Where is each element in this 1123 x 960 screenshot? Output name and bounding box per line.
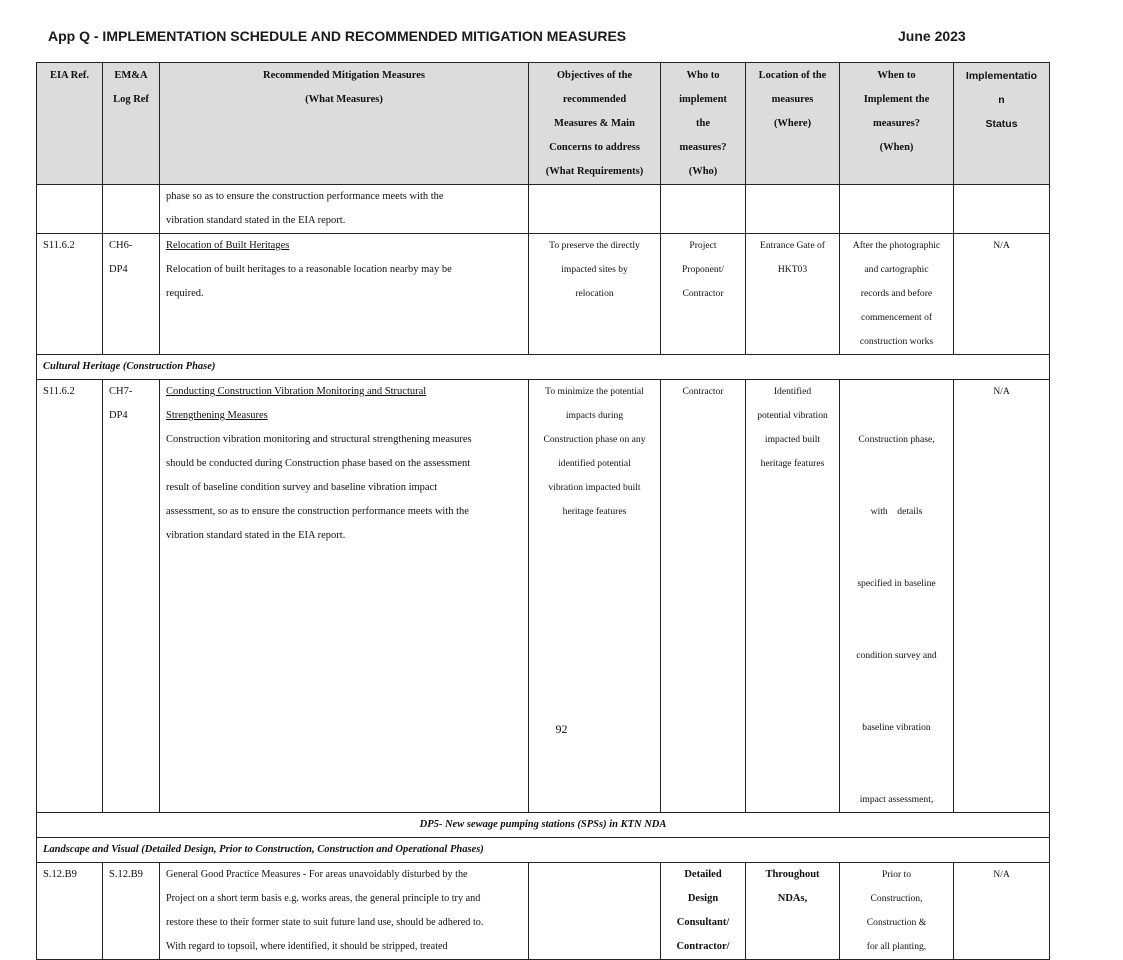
ema-log-line: S.12.B9 [109,869,143,880]
when-line: baseline vibration [862,722,931,733]
objective-line: vibration impacted built [548,482,641,493]
who-line: Detailed [684,869,722,880]
who-line: Contractor/ [676,941,730,952]
cell-ema-log [103,234,160,355]
when-line: condition survey and [856,650,937,661]
cell-eia-ref [37,863,103,960]
col-header-line: EIA Ref. [49,70,90,81]
col-header-line: Who to [686,70,720,81]
measure-title: Strengthening Measures [166,410,268,421]
cell-objectives [529,234,661,355]
objective-line: impacted sites by [561,264,628,275]
section-label: Cultural Heritage (Construction Phase) [43,361,216,372]
col-header-ema-log-ref [103,63,160,185]
col-header-line: implement [679,94,727,105]
ema-log-line: DP4 [109,264,128,275]
status-value: N/A [993,869,1010,880]
section-row [37,838,1050,863]
measure-line: General Good Practice Measures - For areas unavoidably disturbed by the [166,869,468,880]
objective-line: Construction phase on any [543,434,646,445]
cell-location [746,234,840,355]
ema-log-line: DP4 [109,410,128,421]
status-value: N/A [993,386,1010,397]
section-row [37,813,1050,838]
measure-line: result of baseline condition survey and baseline vibration impact [166,482,438,493]
col-header-line: measures? [872,118,921,129]
cell-eia-ref [37,380,103,813]
when-line: After the photographic [852,240,941,251]
document-title: App Q - IMPLEMENTATION SCHEDULE AND RECOMMENDED MITIGATION MEASURES [48,28,627,44]
cell-measures [160,185,529,234]
document-date: June 2023 [898,28,966,44]
measure-line: vibration standard stated in the EIA report. [166,530,346,541]
cell-ema-log [103,380,160,813]
when-line: commencement of [860,312,933,323]
cell-measures [160,380,529,813]
measure-line: required. [166,288,204,299]
col-header-location [746,63,840,185]
measure-line: restore these to their former state to suit future land use, should be adhered to. [166,917,484,928]
cell-ema-log [103,185,160,234]
when-line: and cartographic [864,264,929,275]
objective-line: To minimize the potential [545,386,644,397]
location-line: Identified [773,386,812,397]
cell-measures [160,234,529,355]
col-header-line: (What Measures) [305,94,383,105]
eia-ref-value: S11.6.2 [43,386,75,397]
cell-status [954,234,1050,355]
objective-line: To preserve the directly [549,240,640,251]
location-line: HKT03 [777,264,808,275]
measure-line: phase so as to ensure the construction performance meets with the [166,191,444,202]
measure-line: Project on a short term basis e.g. works areas, the general principle to try and [166,893,481,904]
col-header-line: Implement the [863,94,930,105]
measure-title: Relocation of Built Heritages [166,240,290,251]
cell-who [661,185,746,234]
location-line: Entrance Gate of [760,240,825,251]
when-line: Construction phase, [858,434,935,445]
ema-log-line: CH7- [109,386,133,397]
location-line: NDAs, [777,893,808,904]
who-line: Project [689,240,717,251]
when-line: impact assessment, [859,794,934,805]
cell-status [954,185,1050,234]
when-line: construction works [859,336,934,347]
table-header [37,63,1050,185]
cell-objectives [529,863,661,960]
cell-eia-ref [37,185,103,234]
measure-line: With regard to topsoil, where identified, it should be stripped, treated [166,941,448,952]
cell-objectives [529,185,661,234]
col-header-line: measures [771,94,814,105]
col-header-line: Implementatio [965,70,1038,82]
col-header-line: the [696,118,710,129]
cell-location [746,863,840,960]
implementation-schedule-table [36,62,1050,960]
cell-when [840,234,954,355]
objective-line: heritage features [562,506,627,517]
col-header-line: (Who) [688,166,718,177]
who-line: Proponent/ [681,264,725,275]
col-header-line: Log Ref [113,94,149,105]
cell-measures [160,863,529,960]
eia-ref-value: S11.6.2 [43,240,75,251]
col-header-line: Location of the [758,70,827,81]
col-header-line: measures? [679,142,727,153]
section-heading-landscape-visual [37,838,1050,863]
who-line: Design [687,893,719,904]
measure-line: Relocation of built heritages to a reasonable location nearby may be [166,264,452,275]
col-header-line: (When) [879,142,914,153]
measure-line: should be conducted during Construction phase based on the assessment [166,458,471,469]
col-header-line: (What Requirements) [545,166,644,177]
col-header-status [954,63,1050,185]
who-line: Contractor [682,288,724,299]
who-line: Contractor [682,386,724,397]
cell-location [746,185,840,234]
location-line: Throughout [765,869,820,880]
col-header-line: Objectives of the [556,70,633,81]
eia-ref-value: S.12.B9 [43,869,77,880]
when-line: Construction & [866,917,927,928]
col-header-line: When to [877,70,916,81]
cell-who [661,234,746,355]
cell-objectives [529,380,661,813]
col-header-when [840,63,954,185]
when-line: specified in baseline [857,578,936,589]
table-row [37,863,1050,960]
when-line: for all planting, [866,941,927,952]
cell-when [840,863,954,960]
when-line: Construction, [870,893,923,904]
when-line: Prior to [881,869,912,880]
section-label: Landscape and Visual (Detailed Design, Prior to Construction, Construction and Operational Phases) [43,844,484,855]
cell-who [661,380,746,813]
cell-when [840,380,954,813]
col-header-who [661,63,746,185]
location-line: heritage features [760,458,825,469]
measure-line: assessment, so as to ensure the construction performance meets with the [166,506,469,517]
status-value: N/A [993,240,1010,251]
cell-ema-log [103,863,160,960]
cell-location [746,380,840,813]
cell-status [954,380,1050,813]
objective-line: impacts during [565,410,624,421]
col-header-line: Recommended Mitigation Measures [263,70,425,81]
location-line: impacted built [764,434,821,445]
ema-log-line: CH6- [109,240,133,251]
col-header-objectives [529,63,661,185]
col-header-eia-ref [37,63,103,185]
table-row [37,234,1050,355]
col-header-line: EM&A [114,70,148,81]
section-heading-dp5 [37,813,1050,838]
col-header-line: Measures & Main [554,118,635,129]
page-header [48,28,1087,50]
col-header-line: Concerns to address [549,142,640,153]
col-header-line: Status [985,118,1018,130]
who-line: Consultant/ [676,917,730,928]
cell-who [661,863,746,960]
table-row [37,380,1050,813]
col-header-line: recommended [562,94,627,105]
cell-eia-ref [37,234,103,355]
col-header-line: (Where) [773,118,812,129]
col-header-measures [160,63,529,185]
section-label: DP5- New sewage pumping stations (SPSs) in KTN NDA [419,819,667,830]
measure-title: Conducting Construction Vibration Monitoring and Structural [166,386,427,397]
section-row [37,355,1050,380]
objective-line: identified potential [558,458,631,469]
measure-line: vibration standard stated in the EIA report. [166,215,346,226]
cell-when [840,185,954,234]
location-line: potential vibration [757,410,828,421]
page-number: 92 [555,722,568,736]
measure-line: Construction vibration monitoring and structural strengthening measures [166,434,472,445]
when-line: with details [870,506,923,517]
cell-status [954,863,1050,960]
table-row [37,185,1050,234]
when-line: records and before [860,288,933,299]
objective-line: relocation [575,288,614,299]
section-heading-cultural-heritage [37,355,1050,380]
col-header-line: n [998,94,1005,106]
